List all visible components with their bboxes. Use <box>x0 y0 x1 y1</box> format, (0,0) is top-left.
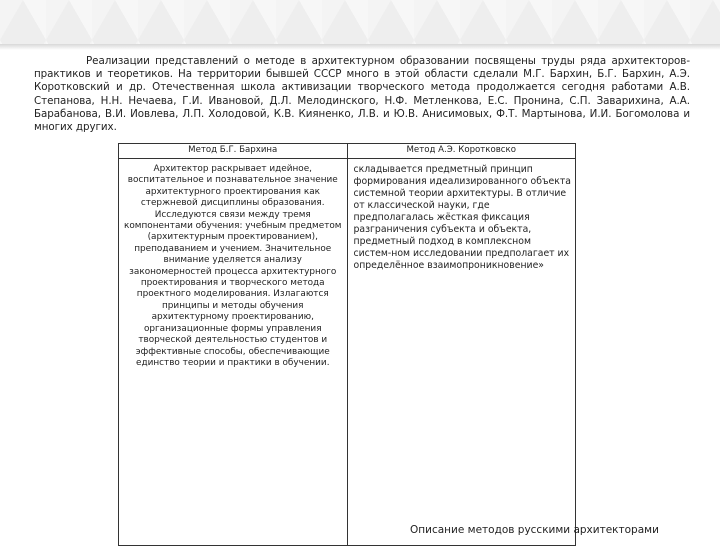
methods-table <box>118 143 576 546</box>
header-banner-shadow <box>0 44 720 50</box>
table-row <box>119 159 576 546</box>
col-header-korotkovsky: Метод А.Э. Коротковско <box>347 144 576 159</box>
table-header-row <box>119 144 576 159</box>
intro-text: Реализации представлений о методе в архитектурном образовании посвящены труды ряда архитекторов-практиков и теоретиков. На территории бывшей СССР много в этой области сделали М.Г. Бархин, Б.Г. Бархин, А.Э. Коротковский и др. Отечественная школа активизации творческого метода продолжается сегодня работами А.В. Степанова, Н.Н. Нечаева, Г.И. Ивановой, Д.Л. Мелодинского, Н.Ф. Метленкова, Е.С. Пронина, С.П. Заварихина, А.А. Барабанова, В.И. Иовлева, Л.П. Холодовой, К.В. Кияненко, Л.В. и Ю.В. Анисимовых, Ф.Т. Мартынова, И.И. Богомолова и многих других. <box>34 55 690 134</box>
intro-paragraph <box>34 55 690 134</box>
slide-caption: Описание методов русскими архитекторами <box>410 524 659 536</box>
cell-barkhin-method: Архитектор раскрывает идейное, воспитательное и познавательное значение архитектурного проектирования как стержневой дисциплины образования. Исследуются связи между тремя компонентами обучения: учебным предметом (архитектурным проектированием), преподаванием и учением. Значительное внимание уделяется анализу закономерностей процесса архитектурного проектирования и творческого метода проектного моделирования. Излагаются принципы и методы обучения архитектурному проектированию, организационные формы управления творческой деятельностью студентов и эффективные способы, обеспечивающие единство теории и практики в обучении. <box>119 159 348 546</box>
cell-korotkovsky-method: складывается предметный принцип формирования идеализированного объекта системной теории архитектуры. В отличие от классической науки, где предполагалась жёсткая фиксация разграничения субъекта и объекта, предметный подход в комплексном систем-ном исследовании предполагает их определённое взаимопроникновение» <box>347 159 576 546</box>
header-banner <box>0 0 720 44</box>
col-header-barkhin: Метод Б.Г. Бархина <box>119 144 348 159</box>
